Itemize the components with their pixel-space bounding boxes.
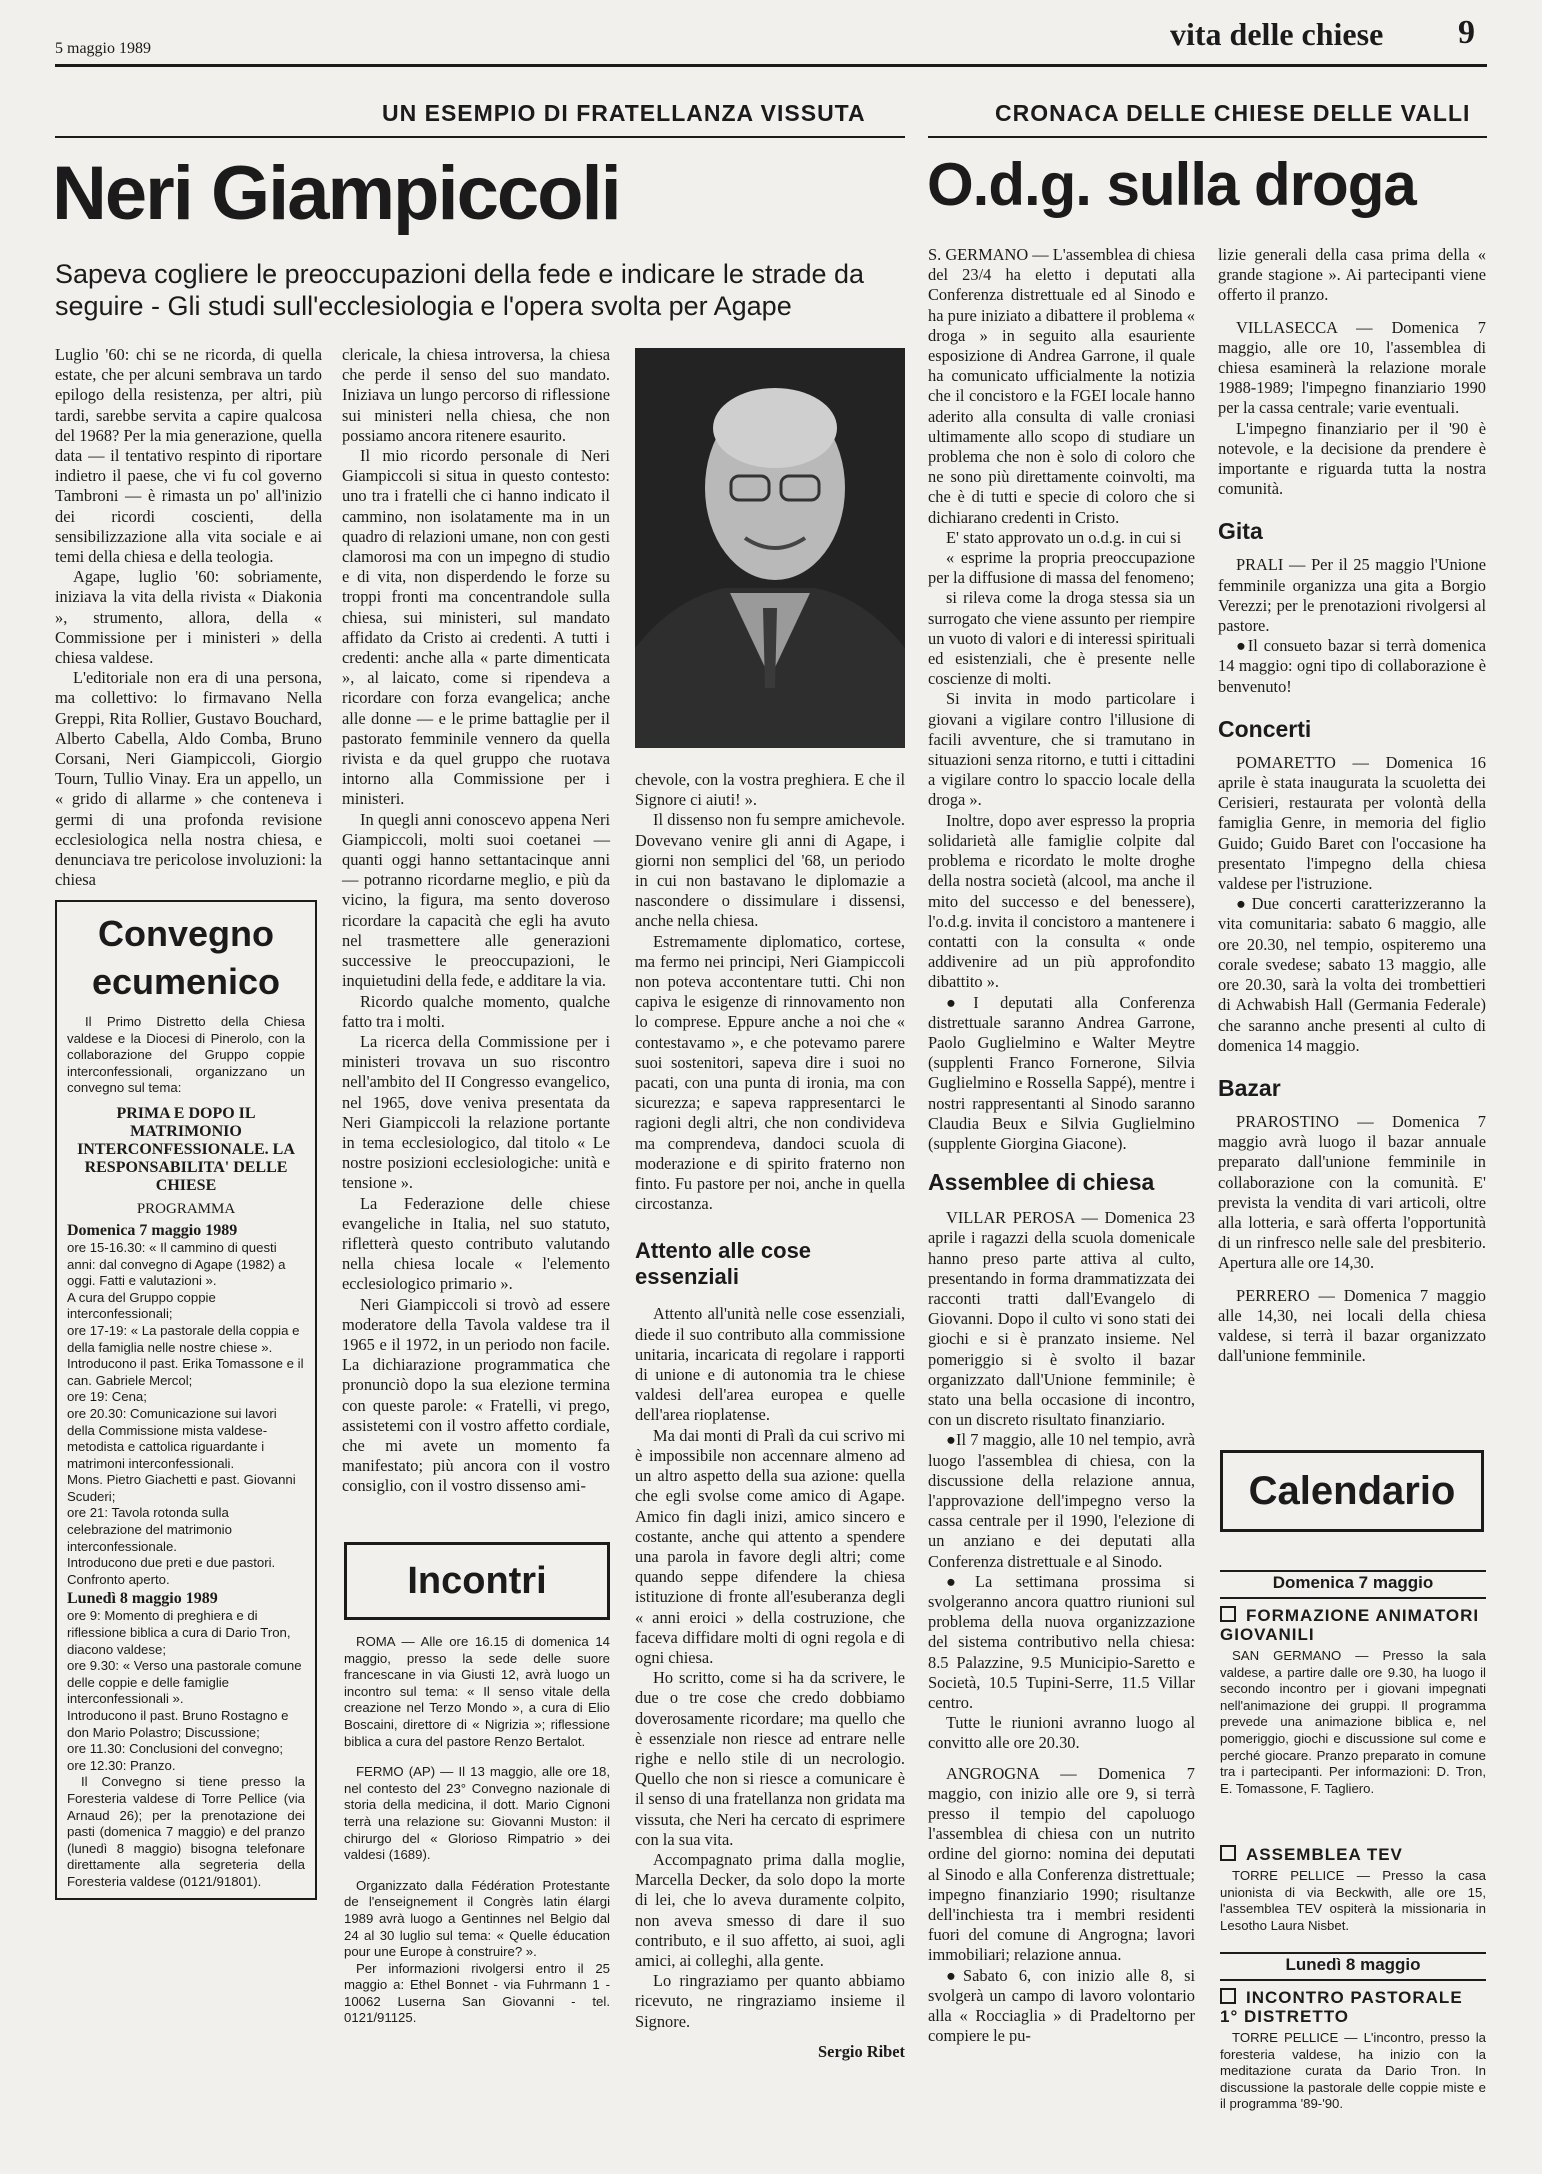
article-paragraph: Ho scritto, come si ha da scrivere, le due o tre cose che credo dobbiamo doverosamente ricordare; ma quello che è essenziale non riesce ad entrare nelle righe e nello stile di un necrologio. Quello che non si riesce a comunicare è il senso di una fratellanza non gridata ma vissuta, che Neri ha cercato di esprimere con la sua vita. [635,1668,905,1849]
article-column-1 [55,345,322,890]
cronaca-paragraph: ● I deputati alla Conferenza distrettuale saranno Andrea Garrone, Paolo Guglielmino e Walter Meytre (supplenti Franco Fornerone, Silvia Guglielmino e Rossella Sappé), mentre i nostri rappresentanti al Sinodo saranno Claudia Beux e Silvia Guglielmino (supplente Giorgina Giacone). [928,993,1195,1155]
portrait-photo [635,348,905,748]
calendario-entry [1220,1845,1486,1934]
calendario-day-1: Domenica 7 maggio [1272,1573,1434,1592]
program-day-2: Lunedì 8 maggio 1989 [67,1590,218,1608]
calendario-title: Calendario [1220,1450,1484,1532]
checkbox-icon [1220,1606,1236,1622]
program-item: ore 15-16.30: « Il cammino di questi anni: dal convegno di Agape (1982) a oggi. Fatti e valutazioni ». [67,1239,286,1289]
article-paragraph: chevole, con la vostra preghiera. E che il Signore ci aiuti! ». [635,770,905,810]
cronaca-paragraph: PRALI — Per il 25 maggio l'Unione femminile organizza una gita a Borgio Verezzi; per le prenotazioni rivolgersi al pastore. [1218,555,1486,636]
article-paragraph: Attento all'unità nelle cose essenziali, diede il suo contributo alla commissione unitaria, incaricata di regolare i rapporti di unione e di autonomia tra le chiese valdesi dell'area europea e quelle dell'area rioplatense. [635,1304,905,1425]
program-label: PROGRAMMA [136,1200,236,1217]
calendario-entry-text: SAN GERMANO — Presso la sala valdese, a partire dalle ore 9.30, ha luogo il secondo incontro per i giovani impegnati nell'animazione dei gruppi. Il programma prevede una animazione biblica e, nel pomeriggio, giochi e discussione sul come e perché giocare. Pranzo preparato in comune tra i partecipanti. Per informazioni: D. Tron, E. Tomassone, F. Tagliero. [1220,1648,1486,1796]
incontri-item: FERMO (AP) — Il 13 maggio, alle ore 18, nel contesto del 23° Convegno nazionale di storia della medicina, il dott. Mario Cignoni terrà una relazione su: Giovanni Muston: il chirurgo del « Glorioso Rimpatrio » dei valdesi (1689). [344,1764,610,1863]
left-kicker: UN ESEMPIO DI FRATELLANZA VISSUTA [382,100,866,126]
cronaca-paragraph: PRAROSTINO — Domenica 7 maggio avrà luogo il bazar annuale preparato dall'unione femminile in collaborazione con la comunità. E' prevista la vendita di vari articoli, oltre alla lotteria, e sarà offerta l'opportunità di un rinfresco nelle sale del presbiterio. Apertura alle ore 14,30. [1218,1111,1486,1273]
program-item: A cura del Gruppo coppie interconfessionali; [67,1289,216,1322]
page-number: 9 [1458,14,1475,51]
left-kicker-rule [55,136,905,138]
issue-date: 5 maggio 1989 [55,40,151,57]
cronaca-paragraph: ● La settimana prossima si svolgeranno ancora quattro riunioni sul problema della nuova organizzazione del sistema contributivo nella chiesa: 8.5 Palazzine, 9.5 Municipio-Saretto e Società, 10.5 Tupini-Serre, 11.5 Villar centro. [928,1572,1195,1713]
incontri-list [344,1634,610,2027]
calendario-day-2: Lunedì 8 maggio [1285,1955,1421,1974]
article-column-3 [635,770,905,2062]
convegno-theme: PRIMA E DOPO IL MATRIMONIO INTERCONFESSIONALE. LA RESPONSABILITA' DELLE CHIESE [77,1104,295,1194]
cronaca-paragraph: si rileva come la droga stessa sia un surrogato che viene assunto per riempire un vuoto di valori e di interessi spirituali ed esistenziali, che è presente nelle coscienze di molti. [928,588,1195,689]
cronaca-paragraph: Inoltre, dopo aver espresso la propria solidarietà alle famiglie colpite dal problema e ricordato le molte droghe della nostra società (alcool, ma anche il mito del successo e del benessere), l'o.d.g. invita il concistoro a mantenere i contatti con la consulta « onde addivenire ad un più approfondito dibattito ». [928,810,1195,992]
cronaca-paragraph: lizie generali della casa prima della « grande stagione ». Ai partecipanti viene offerto il pranzo. [1218,245,1486,305]
assemblee-heading: Assemblee di chiesa [928,1169,1155,1196]
program-item: ore 11.30: Conclusioni del convegno; [67,1741,284,1757]
article-paragraph: La Federazione delle chiese evangeliche in Italia, nel suo statuto, rifletterà questo contributo valutando nella chiesa locale « l'elemento ecclesiologico primario ». [342,1193,610,1294]
cronaca-paragraph: Si invita in modo particolare i giovani a vigilare contro l'illusione di facili avventure, che si tramutano in situazioni senza ritorno, e tutti i cittadini a vigilare contro lo spaccio locale della droga ». [928,689,1195,810]
article-paragraph: Ricordo qualche momento, qualche fatto tra i molti. [342,991,610,1031]
left-standfirst: Sapeva cogliere le preoccupazioni della fede e indicare le strade da seguire - Gli studi sull'ecclesiologia e l'opera svolta per Agape [55,259,865,321]
cronaca-paragraph: Tutte le riunioni avranno luogo al convitto alle ore 20.30. [928,1713,1195,1753]
program-item: Introducono due preti e due pastori. Confronto aperto. [67,1555,276,1587]
article-paragraph: Agape, luglio '60: sobriamente, iniziava la vita della rivista « Diakonia », strumento, allora, della « Commissione per i ministeri » della chiesa valdese. [55,567,322,668]
checkbox-icon [1220,1845,1236,1861]
bazar-heading: Bazar [1218,1074,1281,1101]
cronaca-paragraph: POMARETTO — Domenica 16 aprile è stata inaugurata la scuoletta dei Cerisieri, restaurata per volontà della famiglia Genre, in memoria del figlio Guido; Guido Baret con l'occasione ha presentato l'impegno della chiesa valdese per l'istruzione. [1218,752,1486,894]
calendario-entry-title: ASSEMBLEA TEV [1220,1845,1486,1864]
checkbox-icon [1220,1988,1236,2004]
cronaca-column-1 [928,245,1195,2046]
calendario-entry-title: FORMAZIONE ANIMATORI GIOVANILI [1220,1606,1480,1644]
cronaca-paragraph: L'impegno finanziario per il '90 è notevole, e la decisione da prendere è importante e riguarda tutta la nostra comunità. [1218,418,1486,499]
incontri-title: Incontri [344,1542,610,1620]
article-paragraph: Estremamente diplomatico, cortese, ma fermo nei principi, Neri Giampiccoli non poteva accontentare tutti. Chi non capiva le esigenze di rinnovamento non lo comprese. Eppure anche a noi che « contestavamo », e che potevamo parere suoi sostenitori, sapeva dire i suoi no pacati, con una punta di ironia, ma con sicurezza; e sapeva rappresentarci le ragioni degli altri, che non condivideva ma comprendeva, dandoci scuola di moderazione e di spirito fraterno non finto. Fu pastore per noi, anche in quella circostanza. [635,931,905,1214]
program-item: ore 17-19: « La pastorale della coppia e della famiglia nelle nostre chiese ». [67,1322,300,1355]
cronaca-paragraph: VILLASECCA — Domenica 7 maggio, alle ore 10, l'assemblea di chiesa esaminerà la relazione morale 1988-1989; l'impegno finanziario 1990 per la cassa centrale; varie eventuali. [1218,317,1486,418]
program-item: ore 20.30: Comunicazione sui lavori della Commissione mista valdese-metodista e cattolica riguardante i matrimoni interconfessionali. [67,1405,277,1471]
calendario-rule [1220,1979,1486,1981]
convegno-footer: Il Convegno si tiene presso la Foresteria valdese di Torre Pellice (via Arnaud 26); per la prenotazione dei pasti (domenica 7 maggio) e del pranzo (lunedì 8 maggio) bisogna telefonare direttamente alla segreteria della Foresteria valdese (0121/91801). [67,1774,305,1889]
article-subhead: Attento alle cose essenziali [635,1238,812,1290]
cronaca-paragraph: « esprime la propria preoccupazione per la diffusione di massa del fenomeno; [928,548,1195,588]
incontri-item: Per informazioni rivolgersi entro il 25 maggio a: Ethel Bonnet - via Fuhrmann 1 - 10062 Luserna San Giovanni - tel. 0121/91125. [344,1960,610,2026]
calendario-entry-title: INCONTRO PASTORALE 1° DISTRETTO [1220,1988,1463,2026]
calendario-rule [1220,1570,1486,1572]
article-signature: Sergio Ribet [818,2041,905,2061]
left-headline: Neri Giampiccoli [52,151,620,236]
program-item: ore 21: Tavola rotonda sulla celebrazione del matrimonio interconfessionale. [67,1505,232,1554]
cronaca-paragraph: E' stato approvato un o.d.g. in cui si [946,527,1182,547]
program-item: ore 9.30: « Verso una pastorale comune delle coppie e delle famiglie interconfessionali ». [67,1658,302,1707]
cronaca-paragraph: VILLAR PEROSA — Domenica 23 aprile i ragazzi della scuola domenicale hanno preso parte attiva al culto, presentando in forma drammatizzata dei racconti tratti dall'Evangelo di Giovanni. Dopo il culto vi sono stati dei giochi e si è pranzato insieme. Nel pomeriggio si è svolto il bazar organizzato dall'Unione femminile; è stato una bella occasione di incontro, con un discreto risultato finanziario. [928,1208,1195,1430]
program-day-2-list [67,1608,305,1774]
article-paragraph: Il dissenso non fu sempre amichevole. Dovevano venire gli anni di Agape, i giorni non semplici del '68, un periodo in cui non bastavano le diplomazie a nascondere o dissimulare i dissensi, anche nella chiesa. [635,810,905,931]
cronaca-paragraph: PERRERO — Domenica 7 maggio alle 14,30, nei locali della chiesa valdese, si terrà il bazar organizzato dall'unione femminile. [1218,1285,1486,1366]
program-item: ore 9: Momento di preghiera e di riflessione biblica a cura di Dario Tron, diacono valdese; [67,1608,291,1657]
paper-name: vita delle chiese [1170,16,1384,52]
article-paragraph: L'editoriale non era di una persona, ma collettivo: lo firmavano Nella Greppi, Rita Rollier, Gustavo Bouchard, Alberto Cabella, Aldo Comba, Bruno Corsani, Neri Giampiccoli, Giorgio Tourn, Tullio Vinay. Era un appello, un « grido di allarme » che conteneva i germi di una profonda revisione ecclesiologica nella nostra chiesa, e denunciava tre pericolose involuzioni: la chiesa [55,668,322,890]
cronaca-paragraph: ANGROGNA — Domenica 7 maggio, con inizio alle ore 9, si terrà presso il tempio del capoluogo l'assemblea di chiesa con un nutrito ordine del giorno: nomina dei deputati al Sinodo e alla Conferenza distrettuale; impegno finanziario 1990; risultanze dell'inchiesta tra i membri residenti fuori del comune di Angrogna; lavori immobiliari; relazione annua. [928,1763,1195,1965]
cronaca-paragraph: ● Il consueto bazar si terrà domenica 14 maggio: ogni tipo di collaborazione è benvenuto! [1218,636,1486,697]
convegno-intro: Il Primo Distretto della Chiesa valdese e la Diocesi di Pinerolo, con la collaborazione del Gruppo coppie interconfessionali, organizzano un convegno sul tema: [67,1014,305,1096]
article-paragraph: clericale, la chiesa introversa, la chiesa che perde il senso del suo mandato. Iniziava un lungo percorso di riflessione sui ministeri nella chiesa, che non possiamo ancora ritenere esaurito. [342,345,610,445]
article-paragraph: Ma dai monti di Pralì da cui scrivo mi è impossibile non accennare almeno ad un altro aspetto della sua azione: quella che egli svolse come amico di Agape. Amico fin dagli inizi, amico sincero e costante, anche qui attento a spendere una parola in favore degli altri; come quando seppe difendere la chiesa istituzione di fronte all'esuberanza degli « anni eroici » della costruzione, che faceva diffidare molti di ogni regola e di ogni chiesa. [635,1425,905,1667]
cronaca-column-2 [1218,245,1486,1366]
calendario-entry [1220,1606,1486,1797]
article-paragraph: Lo ringraziamo per quanto abbiamo ricevuto, ne ringraziamo insieme il Signore. [635,1971,905,2031]
header-rule [55,64,1487,67]
cronaca-paragraph: ● Sabato 6, con inizio alle 8, si svolgerà un campo di lavoro volontario alla « Rocciaglia » di Pradeltorno per compiere le pu- [928,1966,1195,2047]
article-paragraph: Il mio ricordo personale di Neri Giampiccoli si situa in questo contesto: uno tra i fratelli che ci hanno indicato il cammino, non isolatamente ma in un quadro di relazioni umane, non con gesti clamorosi ma con un impegno di studio e di vita, non disperdendo le forze su troppi fronti ma concentrandole sulla chiesa, sui ministeri, sul mandato affidato da Cristo ai credenti. A tutti i credenti: anche alla « parte dimenticata », al laicato, come si ripendeva a ricordare con forza evangelica; anche alle donne — e le prime battaglie per il pastorato femminile vennero da quella rivista e da quel gruppo che ruotava intorno alla Commissione per i ministeri. [342,446,610,809]
article-paragraph: Accompagnato prima dalla moglie, Marcella Decker, da solo dopo la morte di lei, che lo aveva duramente colpito, non aveva smesso di dare il suo contributo, e il suo affetto, ai suoi, agli amici, ai colleghi, alla gente. [635,1849,905,1970]
article-paragraph: Luglio '60: chi se ne ricorda, di quella estate, che per alcuni sembrava un tardo epilogo della resistenza, per altri, più tardi, sarebbe servita a capire qualcosa del 1968? Per la mia generazione, quella data — il tentativo respinto di riportare indietro il paese, che vi fu col governo Tambroni — è rimasta un po' all'inizio dei ricordi coscienti, della sensibilizzazione alla vita sociale e ai temi della chiesa e della teologia. [55,345,322,567]
program-day-1-list [67,1240,305,1588]
program-item: Introducono il past. Erika Tomassone e il can. Gabriele Mercol; [67,1356,304,1388]
calendario-entry-text: TORRE PELLICE — Presso la casa unionista di via Beckwith, alle ore 15, l'assemblea TEV ospiterà la missionaria in Lesotho Laura Nisbet. [1220,1868,1486,1933]
incontri-item: ROMA — Alle ore 16.15 di domenica 14 maggio, presso la sede delle suore francescane in via Giusti 12, avrà luogo un incontro sul tema: « Il senso vitale della creazione nel Terzo Mondo », a cura di Elio Boscaini, direttore di « Nigrizia »; riflessione biblica a cura del pastore Renzo Bertalot. [344,1634,610,1749]
right-headline: O.d.g. sulla droga [927,151,1416,218]
cronaca-paragraph: ● Il 7 maggio, alle 10 nel tempio, avrà luogo l'assemblea di chiesa, con la discussione della relazione annua, l'approvazione dell'impegno verso la cassa centrale per il 1990, l'elezione di un anziano e dei deputati alla Conferenza distrettuale e al Sinodo. [928,1430,1195,1571]
convegno-title: Convegno ecumenico [91,913,281,1002]
concerti-heading: Concerti [1218,715,1312,742]
program-item: ore 19: Cena; [67,1389,147,1405]
program-item: ore 12.30: Pranzo. [67,1757,176,1773]
article-paragraph: La ricerca della Commissione per i ministeri trovava un suo riscontro nell'ambito del II Congresso evangelico, nel 1965, dove veniva presentata da Neri Giampiccoli la relazione portante in tema ecclesiologico, dal titolo « Le nostre posizioni ecclesiologiche: unità e tensione ». [342,1031,610,1193]
cronaca-paragraph: S. GERMANO — L'assemblea di chiesa del 23/4 ha eletto i deputati alla Conferenza distrettuale ed al Sinodo e ha pure iniziato a dibattere il problema « droga » in seguito alla esauriente esposizione di Andrea Garrone, il quale ha comunicato ufficialmente la notizia che il concistoro e la FGEI locale hanno aderito alla consulta di valle croniasi ultimamente allo scopo di studiare un problema che non è solo di coloro che ne sono più direttamente coinvolti, ma che è di tutti e specie di coloro che si dichiarano credenti in Cristo. [928,245,1195,527]
incontri-item: Organizzato dalla Fédération Protestante de l'enseignement il Congrès latin élargi 1989 avrà luogo a Gentinnes nel Belgio dal 24 al 30 luglio sul tema: « Quelle éducation pour une Europe à construire? ». [344,1877,610,1960]
right-kicker-rule [928,136,1487,138]
right-kicker: CRONACA DELLE CHIESE DELLE VALLI [995,100,1471,126]
article-column-2 [342,345,610,1497]
program-item: Introducono il past. Bruno Rostagno e don Mario Polastro; Discussione; [67,1708,289,1740]
portrait-illustration [635,348,905,748]
article-paragraph: Neri Giampiccoli si trovò ad essere moderatore della Tavola valdese tra il 1965 e il 1972, in un periodo non facile. La dichiarazione programmatica che pronunciò dopo la sua elezione termina con queste parole: « Fratelli, vi prego, assistetemi con il vostro affetto cordiale, che mi avete un momento fa manifestato; più ancora con il vostro consiglio, con il vostro dissenso ami- [342,1294,610,1496]
article-paragraph: In quegli anni conoscevo appena Neri Giampiccoli, molti suoi coetanei — quanti oggi hanno settantacinque anni — potranno ricordarne meglio, e più da vicino, la figura, ma sento doveroso ricordare la capacità che egli ha avuto nel trasmettere alle generazioni successive le preoccupazioni, le inquietudini della fede, e additare la via. [342,809,610,991]
convegno-box [55,900,317,1900]
calendario-rule [1220,1952,1486,1954]
cronaca-paragraph: ● Due concerti caratterizzeranno la vita comunitaria: sabato 6 maggio, alle ore 20.30, nel tempio, ospiteremo una corale svedese; sabato 13 maggio, alle ore 20.30, sarà la volta dei trombettieri di Achwabish Hall (Germania Federale) che saranno anche presenti al culto di domenica 14 maggio. [1218,894,1486,1056]
program-item: Mons. Pietro Giachetti e past. Giovanni Scuderi; [67,1472,296,1504]
calendario-entry-text: TORRE PELLICE — L'incontro, presso la foresteria valdese, ha inizio con la meditazione curata da Dario Tron. In discussione la pastorale delle coppie miste e il programma '89-'90. [1220,2030,1486,2112]
calendario-rule [1220,1597,1486,1599]
gita-heading: Gita [1218,518,1263,545]
calendario-entry [1220,1988,1486,2113]
program-day-1: Domenica 7 maggio 1989 [67,1221,238,1239]
